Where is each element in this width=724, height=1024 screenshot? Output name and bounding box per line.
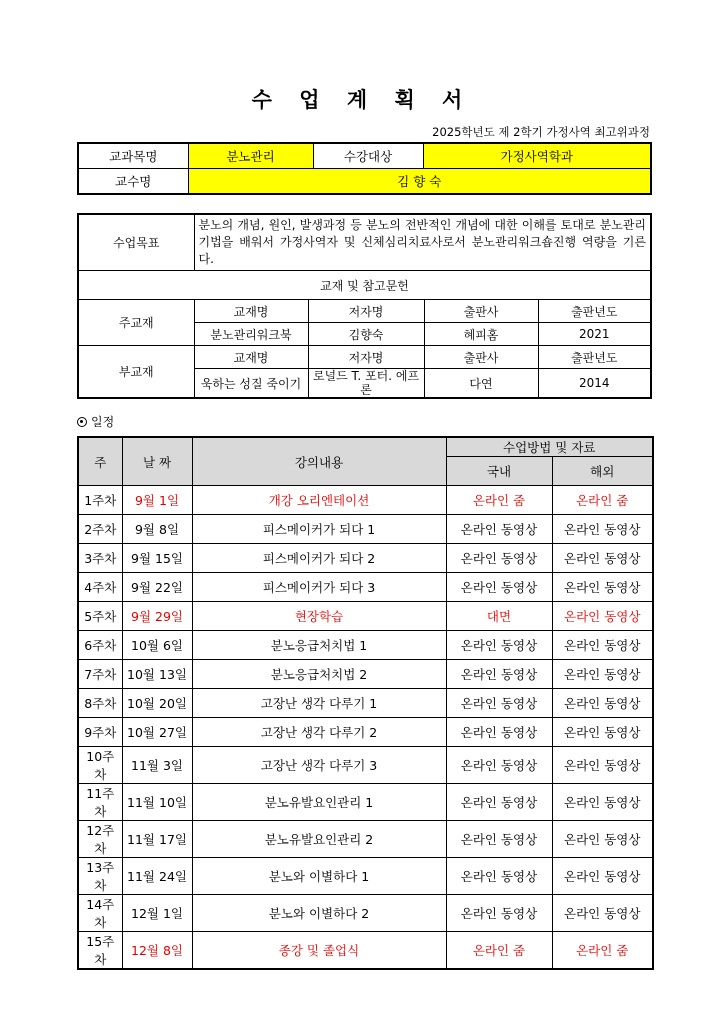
main-textbook-label: 주교재 — [78, 300, 194, 346]
target-value: 가정사역학과 — [423, 143, 651, 169]
course-info-table — [77, 142, 652, 195]
cell-overseas: 온라인 줌 — [552, 932, 653, 970]
table-row — [78, 573, 653, 602]
cell-week: 8주차 — [78, 689, 122, 718]
col-book-name: 교재명 — [194, 346, 308, 369]
document-title: 수 업 계 획 서 — [251, 88, 473, 112]
cell-domestic: 온라인 동영상 — [446, 821, 552, 858]
cell-week: 7주차 — [78, 660, 122, 689]
cell-week: 15주차 — [78, 932, 122, 970]
cell-date: 11월 3일 — [122, 747, 192, 784]
table-row — [78, 895, 653, 932]
col-publisher: 출판사 — [424, 300, 538, 323]
main-book-author: 김향숙 — [308, 323, 424, 346]
cell-domestic: 온라인 줌 — [446, 486, 552, 515]
cell-content: 개강 오리엔테이션 — [192, 486, 446, 515]
subject-value: 분노관리 — [188, 143, 313, 169]
cell-content: 피스메이커가 되다 3 — [192, 573, 446, 602]
cell-domestic: 온라인 동영상 — [446, 573, 552, 602]
cell-overseas: 온라인 동영상 — [552, 602, 653, 631]
cell-week: 6주차 — [78, 631, 122, 660]
subject-label: 교과목명 — [78, 143, 188, 169]
cell-date: 10월 27일 — [122, 718, 192, 747]
cell-week: 9주차 — [78, 718, 122, 747]
cell-overseas: 온라인 동영상 — [552, 515, 653, 544]
goal-label: 수업목표 — [78, 214, 194, 271]
cell-overseas: 온라인 동영상 — [552, 573, 653, 602]
main-book-name: 분노관리워크북 — [194, 323, 308, 346]
cell-overseas: 온라인 동영상 — [552, 544, 653, 573]
table-row — [78, 631, 653, 660]
textbook-table — [77, 213, 652, 399]
table-row — [78, 747, 653, 784]
cell-content: 분노와 이별하다 2 — [192, 895, 446, 932]
col-book-name: 교재명 — [194, 300, 308, 323]
cell-week: 13주차 — [78, 858, 122, 895]
sub-textbook-label: 부교재 — [78, 346, 194, 399]
bullet-circle-icon — [77, 417, 87, 427]
cell-content: 피스메이커가 되다 2 — [192, 544, 446, 573]
cell-week: 11주차 — [78, 784, 122, 821]
table-row — [78, 784, 653, 821]
cell-date: 10월 20일 — [122, 689, 192, 718]
cell-week: 14주차 — [78, 895, 122, 932]
main-book-year: 2021 — [538, 323, 651, 346]
col-year: 출판년도 — [538, 300, 651, 323]
cell-week: 2주차 — [78, 515, 122, 544]
cell-domestic: 온라인 동영상 — [446, 544, 552, 573]
cell-overseas: 온라인 동영상 — [552, 660, 653, 689]
document-subtitle: 2025학년도 제 2학기 가정사역 최고위과정 — [432, 125, 650, 139]
header-content: 강의내용 — [192, 437, 446, 486]
table-row — [78, 660, 653, 689]
target-label: 수강대상 — [313, 143, 423, 169]
table-row — [78, 718, 653, 747]
cell-date: 9월 29일 — [122, 602, 192, 631]
sub-book-year: 2014 — [538, 369, 651, 399]
professor-label: 교수명 — [78, 169, 188, 195]
main-book-publisher: 혜피홈 — [424, 323, 538, 346]
cell-overseas: 온라인 동영상 — [552, 895, 653, 932]
header-method: 수업방법 및 자료 — [446, 437, 653, 457]
cell-overseas: 온라인 줌 — [552, 486, 653, 515]
cell-domestic: 온라인 동영상 — [446, 515, 552, 544]
goal-text: 분노의 개념, 원인, 발생과정 등 분노의 전반적인 개념에 대한 이해를 토대로 분노관리 기법을 배워서 가정사역자 및 신체심리치료사로서 분노관리워크숍진행 역량을 기른다. — [194, 214, 651, 271]
table-row — [78, 602, 653, 631]
cell-date: 10월 13일 — [122, 660, 192, 689]
header-domestic: 국내 — [446, 457, 552, 486]
cell-content: 분노유발요인관리 2 — [192, 821, 446, 858]
professor-value: 김 향 숙 — [188, 169, 651, 195]
schedule-table — [77, 436, 654, 970]
cell-date: 9월 1일 — [122, 486, 192, 515]
cell-content: 현장학습 — [192, 602, 446, 631]
cell-overseas: 온라인 동영상 — [552, 631, 653, 660]
col-year: 출판년도 — [538, 346, 651, 369]
cell-domestic: 온라인 동영상 — [446, 895, 552, 932]
cell-date: 9월 22일 — [122, 573, 192, 602]
sub-book-name: 욱하는 성질 죽이기 — [194, 369, 308, 399]
cell-date: 11월 17일 — [122, 821, 192, 858]
cell-week: 12주차 — [78, 821, 122, 858]
cell-overseas: 온라인 동영상 — [552, 821, 653, 858]
cell-date: 11월 24일 — [122, 858, 192, 895]
table-row — [78, 858, 653, 895]
cell-date: 11월 10일 — [122, 784, 192, 821]
cell-content: 종강 및 졸업식 — [192, 932, 446, 970]
schedule-section-label — [77, 413, 114, 430]
cell-domestic: 온라인 동영상 — [446, 689, 552, 718]
cell-overseas: 온라인 동영상 — [552, 784, 653, 821]
cell-date: 12월 1일 — [122, 895, 192, 932]
cell-content: 분노응급처치법 1 — [192, 631, 446, 660]
cell-content: 피스메이커가 되다 1 — [192, 515, 446, 544]
cell-domestic: 온라인 동영상 — [446, 858, 552, 895]
cell-content: 고장난 생각 다루기 1 — [192, 689, 446, 718]
col-author: 저자명 — [308, 346, 424, 369]
cell-week: 4주차 — [78, 573, 122, 602]
cell-overseas: 온라인 동영상 — [552, 858, 653, 895]
cell-week: 5주차 — [78, 602, 122, 631]
cell-overseas: 온라인 동영상 — [552, 718, 653, 747]
col-publisher: 출판사 — [424, 346, 538, 369]
cell-domestic: 온라인 동영상 — [446, 718, 552, 747]
cell-content: 고장난 생각 다루기 2 — [192, 718, 446, 747]
cell-content: 분노응급처치법 2 — [192, 660, 446, 689]
header-overseas: 해외 — [552, 457, 653, 486]
cell-date: 9월 8일 — [122, 515, 192, 544]
table-row — [78, 821, 653, 858]
cell-overseas: 온라인 동영상 — [552, 747, 653, 784]
cell-content: 고장난 생각 다루기 3 — [192, 747, 446, 784]
cell-domestic: 온라인 동영상 — [446, 660, 552, 689]
cell-domestic: 온라인 줌 — [446, 932, 552, 970]
sub-book-author: 로널드 T. 포터. 에프론 — [308, 369, 424, 399]
cell-week: 1주차 — [78, 486, 122, 515]
cell-domestic: 대면 — [446, 602, 552, 631]
table-row — [78, 515, 653, 544]
cell-week: 10주차 — [78, 747, 122, 784]
cell-content: 분노유발요인관리 1 — [192, 784, 446, 821]
sub-book-publisher: 다연 — [424, 369, 538, 399]
cell-date: 12월 8일 — [122, 932, 192, 970]
table-row — [78, 689, 653, 718]
cell-overseas: 온라인 동영상 — [552, 689, 653, 718]
references-header: 교재 및 참고문헌 — [78, 271, 651, 300]
cell-domestic: 온라인 동영상 — [446, 784, 552, 821]
table-row — [78, 932, 653, 970]
table-row — [78, 544, 653, 573]
cell-domestic: 온라인 동영상 — [446, 747, 552, 784]
cell-domestic: 온라인 동영상 — [446, 631, 552, 660]
cell-content: 분노와 이별하다 1 — [192, 858, 446, 895]
table-row — [78, 486, 653, 515]
cell-week: 3주차 — [78, 544, 122, 573]
header-date: 날 짜 — [122, 437, 192, 486]
header-week: 주 — [78, 437, 122, 486]
col-author: 저자명 — [308, 300, 424, 323]
cell-date: 9월 15일 — [122, 544, 192, 573]
schedule-label-text: 일정 — [91, 415, 115, 429]
cell-date: 10월 6일 — [122, 631, 192, 660]
